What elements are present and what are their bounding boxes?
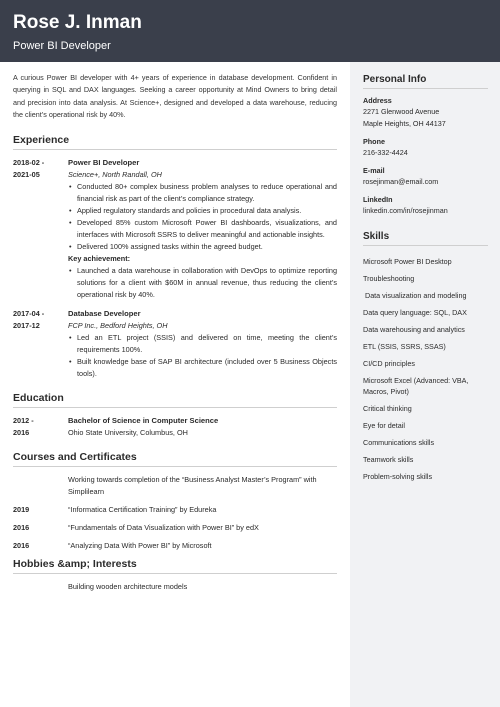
address-line2: Maple Heights, OH 44137 xyxy=(363,119,446,128)
course-item xyxy=(13,504,337,516)
course-date: 2016 xyxy=(13,522,30,532)
job-date-start: 2017-04 - xyxy=(13,308,45,318)
job-title: Power BI Developer xyxy=(68,157,140,167)
skill-item: Communications skills xyxy=(363,438,435,447)
email-label: E-mail xyxy=(363,166,385,175)
key-achievement-label: Key achievement: xyxy=(68,253,131,263)
course-date xyxy=(13,474,68,498)
experience-heading: Experience xyxy=(13,134,337,150)
skill-item: Data visualization and modeling xyxy=(363,291,467,300)
course-text: “Analyzing Data With Power BI” by Microsoft xyxy=(68,540,212,550)
hobby-text: Building wooden architecture models xyxy=(68,581,188,591)
job-title: Database Developer xyxy=(68,308,141,318)
job-company: FCP Inc., Bedford Heights, OH xyxy=(68,320,168,330)
job-bullet: • Led an ETL project (SSIS) and delivered on time, meeting the client’s requirements 100%. xyxy=(68,332,337,356)
courses-heading: Courses and Certificates xyxy=(13,451,337,467)
job-bullets xyxy=(68,332,337,380)
sidebar xyxy=(350,62,500,707)
job-bullets xyxy=(68,181,337,253)
job-entry xyxy=(13,308,337,380)
skill-item: Teamwork skills xyxy=(363,455,414,464)
skill-item: Data warehousing and analytics xyxy=(363,325,465,334)
skill-item: CI/CD principles xyxy=(363,359,415,368)
skill-item: ETL (SSIS, SSRS, SSAS) xyxy=(363,342,446,351)
job-entry xyxy=(13,157,337,301)
course-date: 2019 xyxy=(13,504,30,514)
candidate-name: Rose J. Inman xyxy=(13,12,142,33)
job-date-end: 2017-12 xyxy=(13,320,40,330)
education-dates xyxy=(13,415,68,439)
skill-item: Data query language: SQL, DAX xyxy=(363,308,467,317)
main-column xyxy=(13,72,337,599)
phone-label: Phone xyxy=(363,137,385,146)
course-text: Working towards completion of the “Business Analyst Master’s Program” with Simplilearn xyxy=(68,474,317,496)
course-item xyxy=(13,540,337,552)
course-date: 2016 xyxy=(13,540,30,550)
job-company: Science+, North Randall, OH xyxy=(68,169,162,179)
job-body xyxy=(68,308,337,380)
job-bullet: • Delivered 100% assigned tasks within the agreed budget. xyxy=(68,241,337,253)
phone-value: 216-332-4424 xyxy=(363,148,408,157)
achievement-bullets xyxy=(68,265,337,301)
hobbies-heading: Hobbies &amp; Interests xyxy=(13,558,337,574)
summary: A curious Power BI developer with 4+ years of experience in database development. Confident in querying in SQL and DAX languages. Seeking a career opportunity at Mind Owners to bring detail and precision into data analysis. At Science+, designed and developed a data warehouse, reducing the client’s operational risk by 40%. xyxy=(13,73,337,120)
achievement-bullet: • Launched a data warehouse in collaboration with DevOps to optimize reporting solutions for a client with $60M in annual revenue, thus reducing the client’s operational risk by 40%. xyxy=(68,265,337,301)
education-date-end: 2016 xyxy=(13,427,30,437)
job-bullet: • Developed 85% custom Microsoft Power BI dashboards, visualizations, and interfaces with Microsoft SSRS to deliver meaningful and actionable insights. xyxy=(68,217,337,241)
linkedin-value: linkedin.com/in/rosejinman xyxy=(363,206,448,215)
job-bullet: • Applied regulatory standards and policies in procedural data analysis. xyxy=(68,205,337,217)
education-heading: Education xyxy=(13,392,337,408)
hobby-spacer xyxy=(13,581,68,593)
job-dates xyxy=(13,308,68,380)
skills-heading: Skills xyxy=(363,231,488,246)
email-value: rosejinman@email.com xyxy=(363,177,439,186)
job-bullet: • Conducted 80+ complex business problem analyses to reduce operational and financial risk as part of the client’s compliance strategy. xyxy=(68,181,337,205)
degree: Bachelor of Science in Computer Science xyxy=(68,415,219,425)
education-date-start: 2012 - xyxy=(13,415,34,425)
skill-item: Microsoft Excel (Advanced: VBA, Macros, Pivot) xyxy=(363,376,469,396)
course-item xyxy=(13,522,337,534)
skill-item: Critical thinking xyxy=(363,404,412,413)
linkedin-label: LinkedIn xyxy=(363,195,393,204)
course-text: “Informatica Certification Training” by Edureka xyxy=(68,504,217,514)
address-label: Address xyxy=(363,96,392,105)
course-item xyxy=(13,474,337,498)
address-line1: 2271 Glenwood Avenue xyxy=(363,107,440,116)
education-entry xyxy=(13,415,337,439)
skill-item: Microsoft Power BI Desktop xyxy=(363,257,452,266)
hobby-item xyxy=(13,581,337,593)
education-body xyxy=(68,415,337,439)
course-text: “Fundamentals of Data Visualization with Power BI” by edX xyxy=(68,522,259,532)
personal-info-heading: Personal Info xyxy=(363,74,488,89)
header xyxy=(0,0,500,62)
job-dates xyxy=(13,157,68,301)
job-date-end: 2021-05 xyxy=(13,169,40,179)
job-date-start: 2018-02 - xyxy=(13,157,45,167)
skill-item: Eye for detail xyxy=(363,421,405,430)
school: Ohio State University, Columbus, OH xyxy=(68,427,188,437)
candidate-role: Power BI Developer xyxy=(13,40,111,52)
job-bullet: • Built knowledge base of SAP BI architecture (included over 5 Business Objects tools). xyxy=(68,356,337,380)
skill-item: Troubleshooting xyxy=(363,274,415,283)
job-body xyxy=(68,157,337,301)
skill-item: Problem-solving skills xyxy=(363,472,433,481)
